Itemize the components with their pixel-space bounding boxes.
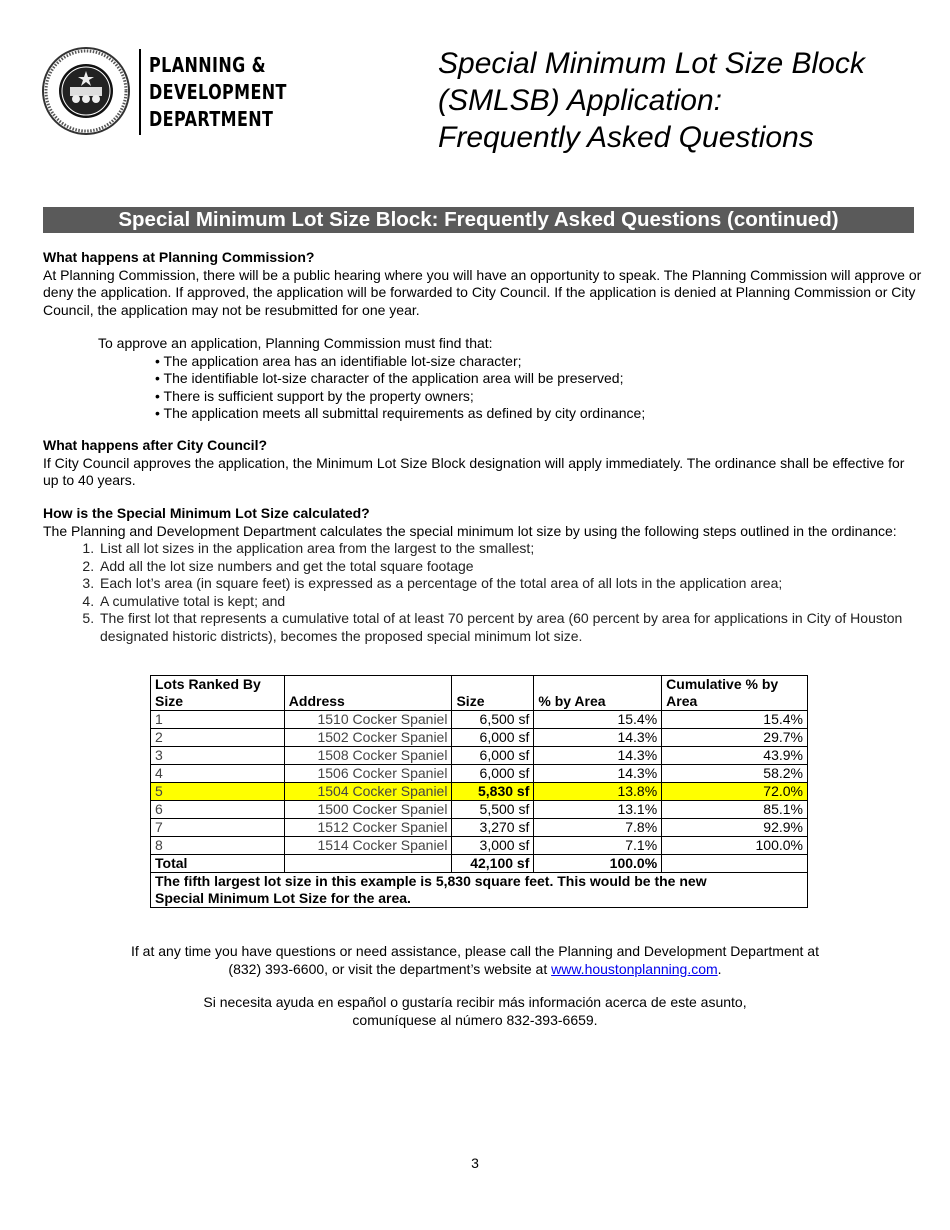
table-row xyxy=(151,801,808,819)
calculation-steps xyxy=(43,540,923,645)
table-row xyxy=(151,819,808,837)
table-cell: 5 xyxy=(151,783,285,801)
table-cell: 7 xyxy=(151,819,285,837)
list-item: 1. List all lot sizes in the application area from the largest to the smallest; xyxy=(98,540,923,558)
table-cell: 4 xyxy=(151,765,285,783)
title-line: Special Minimum Lot Size Block xyxy=(438,47,865,80)
list-item: • The identifiable lot-size character of the application area will be preserved; xyxy=(155,370,624,386)
table-cell: 15.4% xyxy=(534,711,662,729)
table-cell: 13.8% xyxy=(534,783,662,801)
table-cell: 14.3% xyxy=(534,747,662,765)
table-cell: 6,000 sf xyxy=(452,765,534,783)
list-item: • The application meets all submittal requirements as defined by city ordinance; xyxy=(155,405,646,421)
table-cell: 6 xyxy=(151,801,285,819)
column-header: Address xyxy=(284,676,452,711)
dept-line: PLANNING & xyxy=(149,53,266,77)
total-cell: 42,100 sf xyxy=(452,855,534,873)
table-cell: 100.0% xyxy=(662,837,808,855)
dept-line: DEVELOPMENT xyxy=(149,80,287,104)
table-row xyxy=(151,729,808,747)
title-line: Frequently Asked Questions xyxy=(438,121,814,154)
table-cell: 6,500 sf xyxy=(452,711,534,729)
table-cell: 1508 Cocker Spaniel xyxy=(284,747,452,765)
table-header-row xyxy=(151,676,808,711)
table-cell: 14.3% xyxy=(534,729,662,747)
approval-intro: To approve an application, Planning Commission must find that: xyxy=(98,335,493,351)
table-cell: 5,830 sf xyxy=(452,783,534,801)
answer-text: The Planning and Development Department calculates the special minimum lot size by using the following steps outlined in the ordinance: xyxy=(43,522,897,539)
table-cell: 6,000 sf xyxy=(452,747,534,765)
table-row xyxy=(151,747,808,765)
list-item: 5. The first lot that represents a cumulative total of at least 70 percent by area (60 percent by area for applications in City of Houston designated historic districts), becomes the proposed special minimum lot size. xyxy=(98,610,923,645)
table-cell: 29.7% xyxy=(662,729,808,747)
page-number: 3 xyxy=(471,1155,479,1171)
table-cell: 3,270 sf xyxy=(452,819,534,837)
table-cell: 1500 Cocker Spaniel xyxy=(284,801,452,819)
website-link[interactable]: www.houstonplanning.com xyxy=(551,960,718,977)
contact-line: If at any time you have questions or need assistance, please call the Planning and Development Department at xyxy=(131,943,819,959)
table-row xyxy=(151,783,808,801)
table-row xyxy=(151,711,808,729)
spanish-line: comuníquese al número 832-393-6659. xyxy=(352,1011,598,1028)
question-heading: What happens after City Council? xyxy=(43,437,268,453)
table-cell: 43.9% xyxy=(662,747,808,765)
city-of-houston-seal-logo xyxy=(42,47,130,135)
list-item: 3. Each lot’s area (in square feet) is expressed as a percentage of the total area of all lots in the application area; xyxy=(98,575,923,593)
table-cell: 5,500 sf xyxy=(452,801,534,819)
faq-city-council xyxy=(43,437,923,490)
answer-text: If City Council approves the application, the Minimum Lot Size Block designation will apply immediately. The ordinance shall be effective for up to 40 years. xyxy=(43,454,905,488)
table-cell: 85.1% xyxy=(662,801,808,819)
list-item: 4. A cumulative total is kept; and xyxy=(98,593,923,611)
contact-line xyxy=(0,961,950,979)
table-cell: 1510 Cocker Spaniel xyxy=(284,711,452,729)
total-cell xyxy=(284,855,452,873)
table-cell: 1504 Cocker Spaniel xyxy=(284,783,452,801)
column-header: Lots Ranked By Size xyxy=(151,676,285,711)
total-cell: Total xyxy=(151,855,285,873)
document-title xyxy=(438,45,865,156)
answer-text: At Planning Commission, there will be a public hearing where you will have an opportunity to speak. The Planning Commission will approve or deny the application. If approved, the application will be forwarded to City Council. If the application is denied at Planning Commission or City Council, the application may not be resubmitted for one year. xyxy=(43,266,922,318)
table-cell: 7.1% xyxy=(534,837,662,855)
table-cell: 13.1% xyxy=(534,801,662,819)
table-cell: 1 xyxy=(151,711,285,729)
table-cell: 6,000 sf xyxy=(452,729,534,747)
table-cell: 1506 Cocker Spaniel xyxy=(284,765,452,783)
contact-period: . xyxy=(717,960,722,977)
table-cell: 58.2% xyxy=(662,765,808,783)
approval-criteria-list xyxy=(43,353,923,423)
department-logo-text xyxy=(149,52,287,133)
table-note: The fifth largest lot size in this example is 5,830 square feet. This would be the new Special Minimum Lot Size for the area. xyxy=(151,873,808,908)
question-heading: What happens at Planning Commission? xyxy=(43,249,315,265)
table-cell: 15.4% xyxy=(662,711,808,729)
header-divider xyxy=(139,49,141,135)
table-cell: 1512 Cocker Spaniel xyxy=(284,819,452,837)
total-cell: 100.0% xyxy=(534,855,662,873)
table-cell: 14.3% xyxy=(534,765,662,783)
lot-size-example-table xyxy=(150,675,808,908)
table-cell: 2 xyxy=(151,729,285,747)
section-banner: Special Minimum Lot Size Block: Frequently Asked Questions (continued) xyxy=(43,207,914,233)
table-note-row xyxy=(151,873,808,908)
table-cell: 8 xyxy=(151,837,285,855)
question-heading: How is the Special Minimum Lot Size calculated? xyxy=(43,505,370,521)
table-cell: 1502 Cocker Spaniel xyxy=(284,729,452,747)
dept-line: DEPARTMENT xyxy=(149,107,274,131)
column-header: Size xyxy=(452,676,534,711)
column-header: Cumulative % by Area xyxy=(662,676,808,711)
table-total-row xyxy=(151,855,808,873)
table-row xyxy=(151,837,808,855)
contact-text: (832) 393-6600, or visit the department’s website at xyxy=(228,960,552,977)
faq-planning-commission xyxy=(43,249,923,423)
table-cell: 7.8% xyxy=(534,819,662,837)
spanish-line: Si necesita ayuda en español o gustaría recibir más información acerca de este asunto, xyxy=(203,994,747,1010)
list-item: 2. Add all the lot size numbers and get the total square footage xyxy=(98,558,923,576)
table-cell: 3 xyxy=(151,747,285,765)
table-row xyxy=(151,765,808,783)
table-cell: 72.0% xyxy=(662,783,808,801)
list-item: • There is sufficient support by the property owners; xyxy=(155,387,474,404)
column-header: % by Area xyxy=(534,676,662,711)
list-item: • The application area has an identifiable lot-size character; xyxy=(155,352,522,369)
total-cell xyxy=(662,855,808,873)
table-cell: 3,000 sf xyxy=(452,837,534,855)
table-cell: 1514 Cocker Spaniel xyxy=(284,837,452,855)
table-cell: 92.9% xyxy=(662,819,808,837)
contact-info xyxy=(0,943,950,1029)
faq-calculation xyxy=(43,505,923,645)
title-line: (SMLSB) Application: xyxy=(438,84,723,117)
